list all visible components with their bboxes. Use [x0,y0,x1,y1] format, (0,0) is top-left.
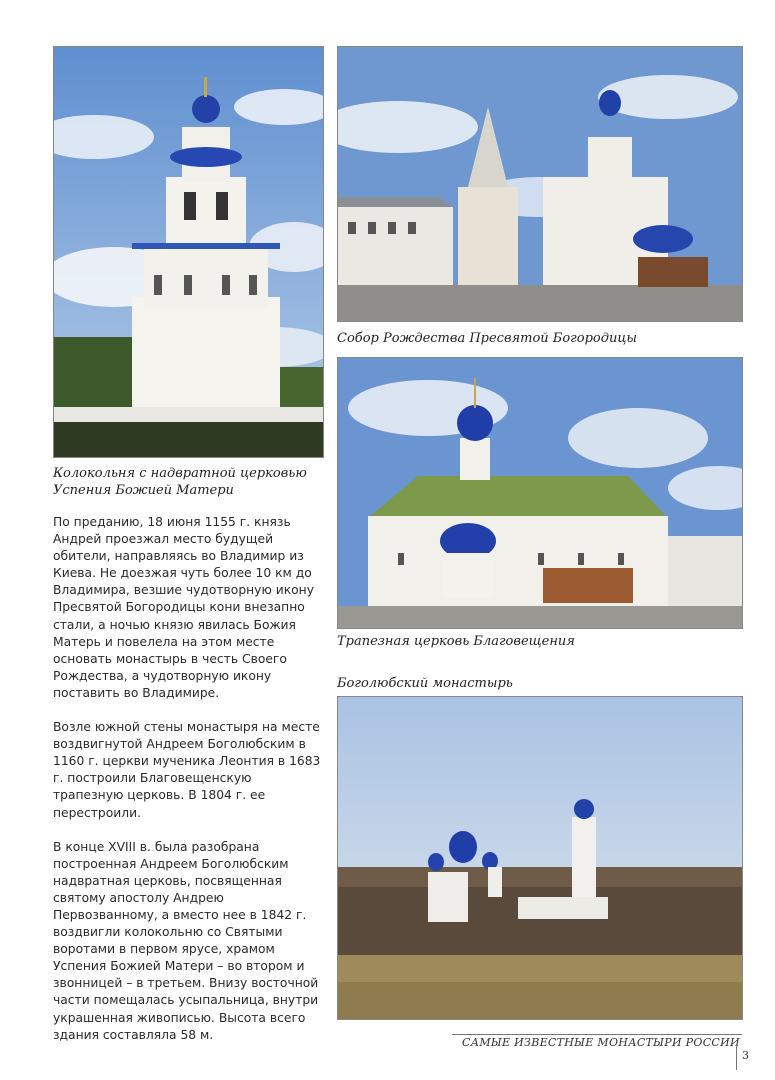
photo-monastery [337,696,743,1020]
photo-refectory [337,357,743,629]
paragraph-refectory: Возле южной стены монастыря на месте воздвигнутой Андреем Боголюбским в 1160 г. церкви мученика Леонтия в 1683 г. построили Благовещенскую трапезную церковь. В 1804 г. ее перестроили. [53,720,321,820]
caption-cathedral: Собор Рождества Пресвятой Богородицы [337,331,637,346]
article-text [53,514,323,1061]
caption-refectory: Трапезная церковь Благовещения [337,634,575,649]
photo-cathedral [337,46,743,322]
photo-bell-tower [53,46,324,458]
footer-rule [452,1034,742,1035]
caption-bell-tower: Колокольня с надвратной церковью Успения Божией Матери [53,466,307,498]
caption-monastery: Боголюбский монастырь [337,676,513,691]
page-number: 3 [742,1049,749,1062]
paragraph-bell-tower: В конце XVIII в. была разобрана построенная Андреем Боголюбским надвратная церковь, посвященная святому апостолу Андрею Первозванному, а вместо нее в 1842 г. воздвигли колокольню со Святыми воротами в первом ярусе, храмом Успения Божией Матери – во втором и звонницей – в третьем. Внизу восточной части помещалась усыпальница, внутри украшенная живописью. Высота всего здания составляла 58 м. [53,839,319,1042]
footer-book-title: САМЫЕ ИЗВЕСТНЫЕ МОНАСТЫРИ РОССИИ [462,1036,740,1049]
paragraph-legend: По преданию, 18 июня 1155 г. князь Андрей проезжал место будущей обители, направляясь во Владимир из Киева. Не доезжая чуть более 10 км до Владимира, везшие чудотворную икону Пресвятой Богородицы кони внезапно стали, а ночью князю явилась Божия Матерь и повелела на этом месте основать монастырь в честь Своего Рождества, а чудотворную икону поставить во Владимире. [53,515,314,700]
